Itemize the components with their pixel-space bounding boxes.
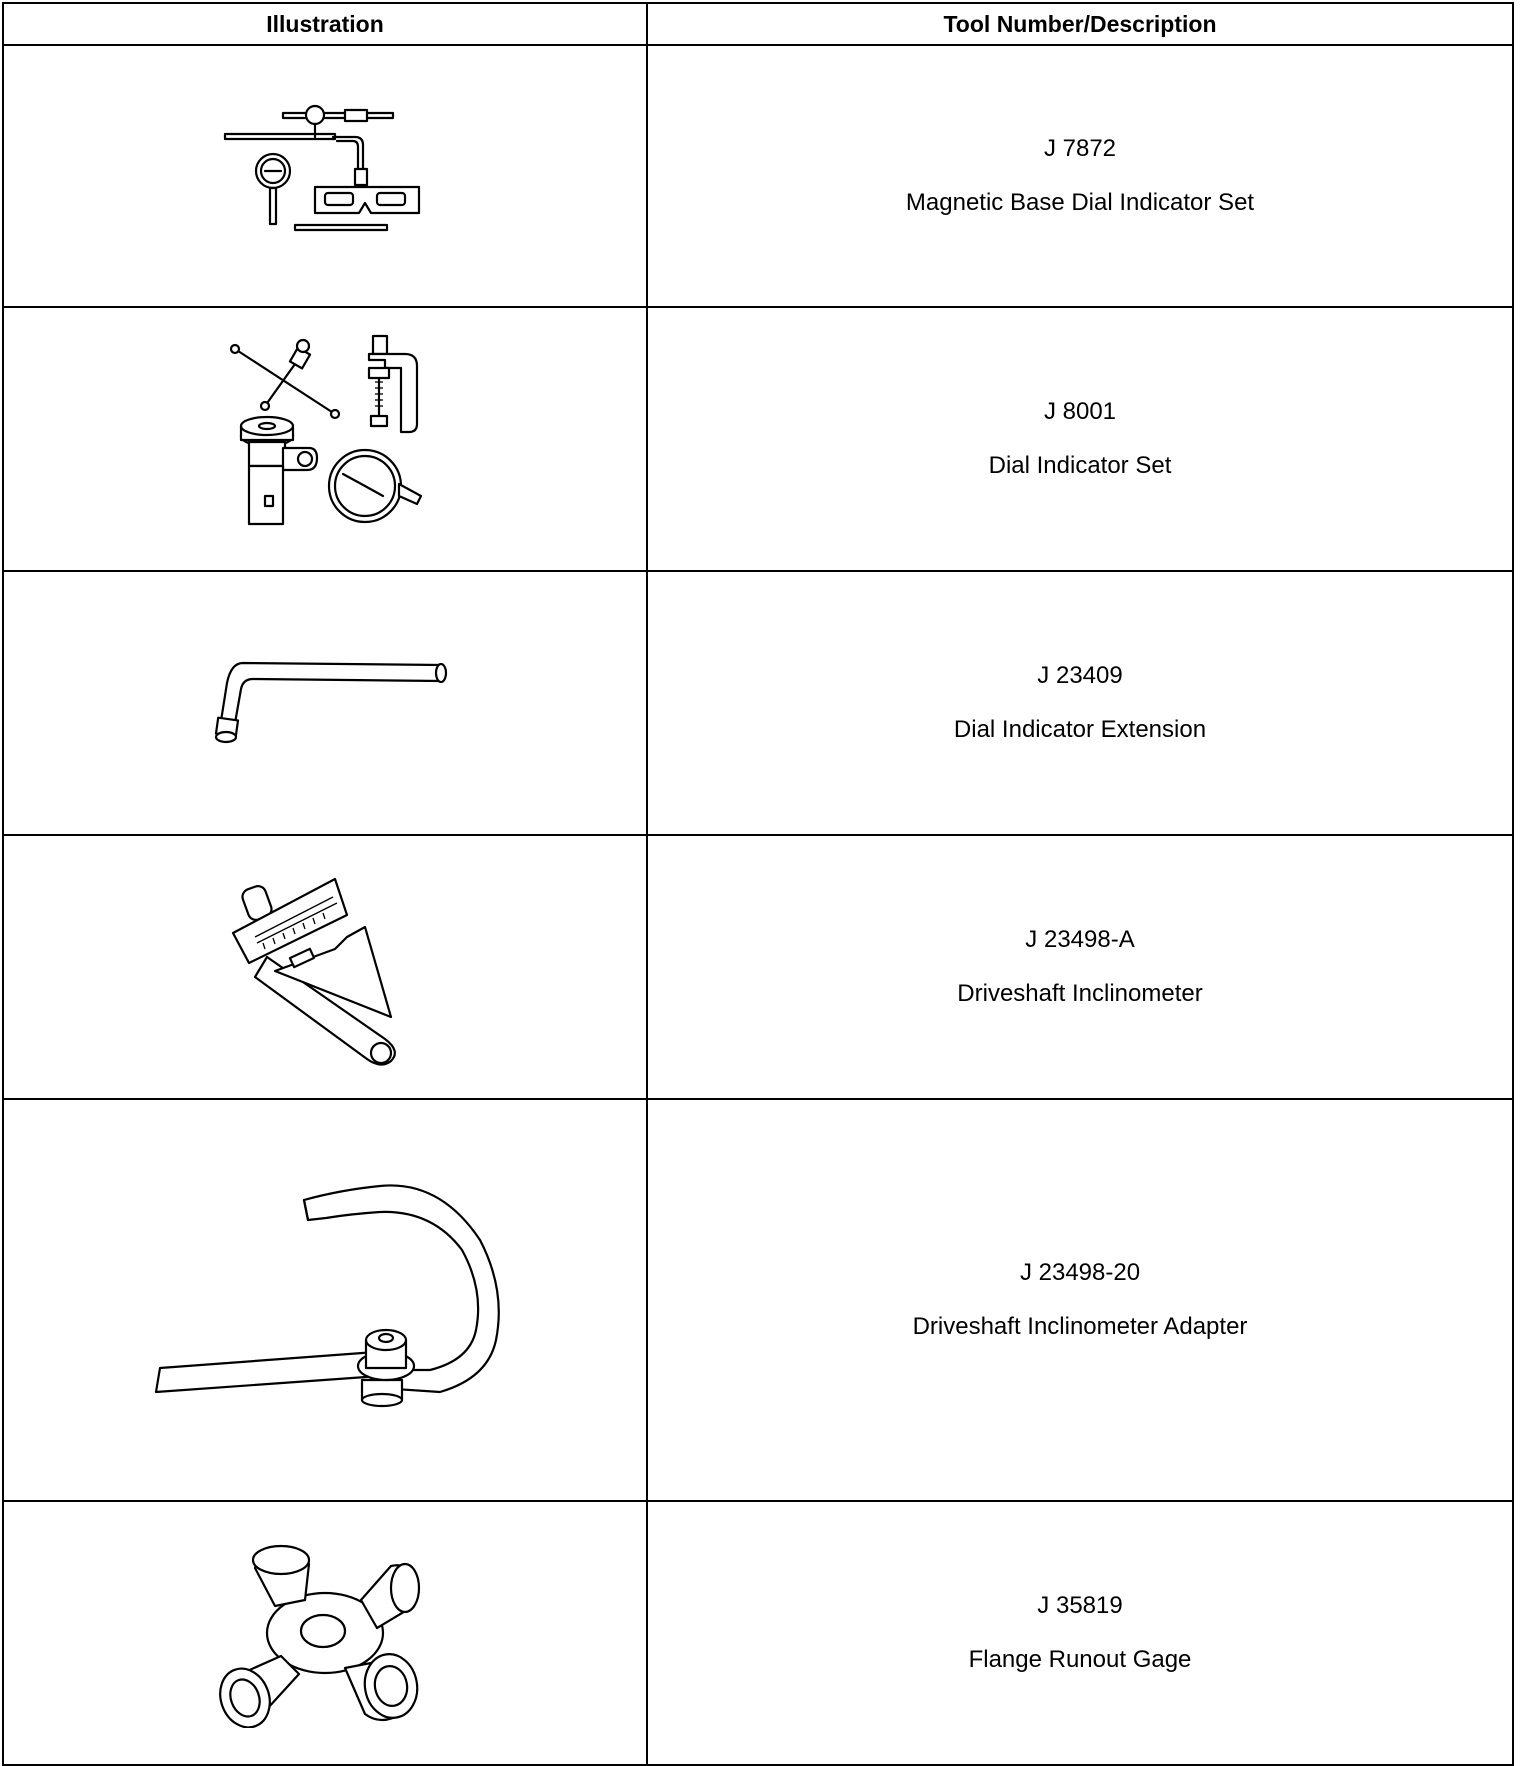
tool-number: J 23498-A bbox=[1025, 926, 1135, 953]
table-row bbox=[3, 1501, 1513, 1765]
dial-indicator-extension-icon bbox=[195, 653, 455, 753]
tool-description: Dial Indicator Extension bbox=[953, 716, 1207, 743]
table-row bbox=[3, 835, 1513, 1099]
driveshaft-inclinometer-icon bbox=[215, 867, 435, 1067]
table-row bbox=[3, 45, 1513, 307]
tool-number: J 8001 bbox=[1043, 398, 1117, 425]
special-tools-table bbox=[2, 2, 1514, 1766]
header-illustration: Illustration bbox=[3, 3, 647, 45]
table-row bbox=[3, 571, 1513, 835]
table-header-row bbox=[3, 3, 1513, 45]
tool-number: J 35819 bbox=[1037, 1592, 1123, 1619]
tool-number: J 23498-20 bbox=[1019, 1259, 1141, 1286]
table-row bbox=[3, 1099, 1513, 1501]
tool-description: Driveshaft Inclinometer bbox=[957, 980, 1203, 1007]
inclinometer-adapter-icon bbox=[140, 1180, 510, 1420]
tool-info-cell bbox=[647, 45, 1513, 307]
illustration-cell bbox=[3, 571, 647, 835]
tool-info-cell bbox=[647, 1099, 1513, 1501]
tool-description: Magnetic Base Dial Indicator Set bbox=[905, 189, 1255, 216]
dial-indicator-set-icon bbox=[205, 324, 445, 554]
tool-number: J 7872 bbox=[1043, 135, 1117, 162]
tool-description: Dial Indicator Set bbox=[988, 452, 1172, 479]
flange-runout-gage-icon bbox=[205, 1538, 445, 1728]
tool-info-cell bbox=[647, 835, 1513, 1099]
illustration-cell bbox=[3, 835, 647, 1099]
illustration-cell bbox=[3, 1501, 647, 1765]
header-tool-number-description: Tool Number/Description bbox=[647, 3, 1513, 45]
magnetic-base-dial-indicator-icon bbox=[205, 101, 445, 251]
tool-description: Flange Runout Gage bbox=[968, 1646, 1192, 1673]
tool-info-cell bbox=[647, 571, 1513, 835]
illustration-cell bbox=[3, 1099, 647, 1501]
tool-info-cell bbox=[647, 1501, 1513, 1765]
tool-number: J 23409 bbox=[1037, 662, 1123, 689]
tool-description: Driveshaft Inclinometer Adapter bbox=[912, 1313, 1248, 1340]
illustration-cell bbox=[3, 307, 647, 571]
table-row bbox=[3, 307, 1513, 571]
illustration-cell bbox=[3, 45, 647, 307]
tool-info-cell bbox=[647, 307, 1513, 571]
